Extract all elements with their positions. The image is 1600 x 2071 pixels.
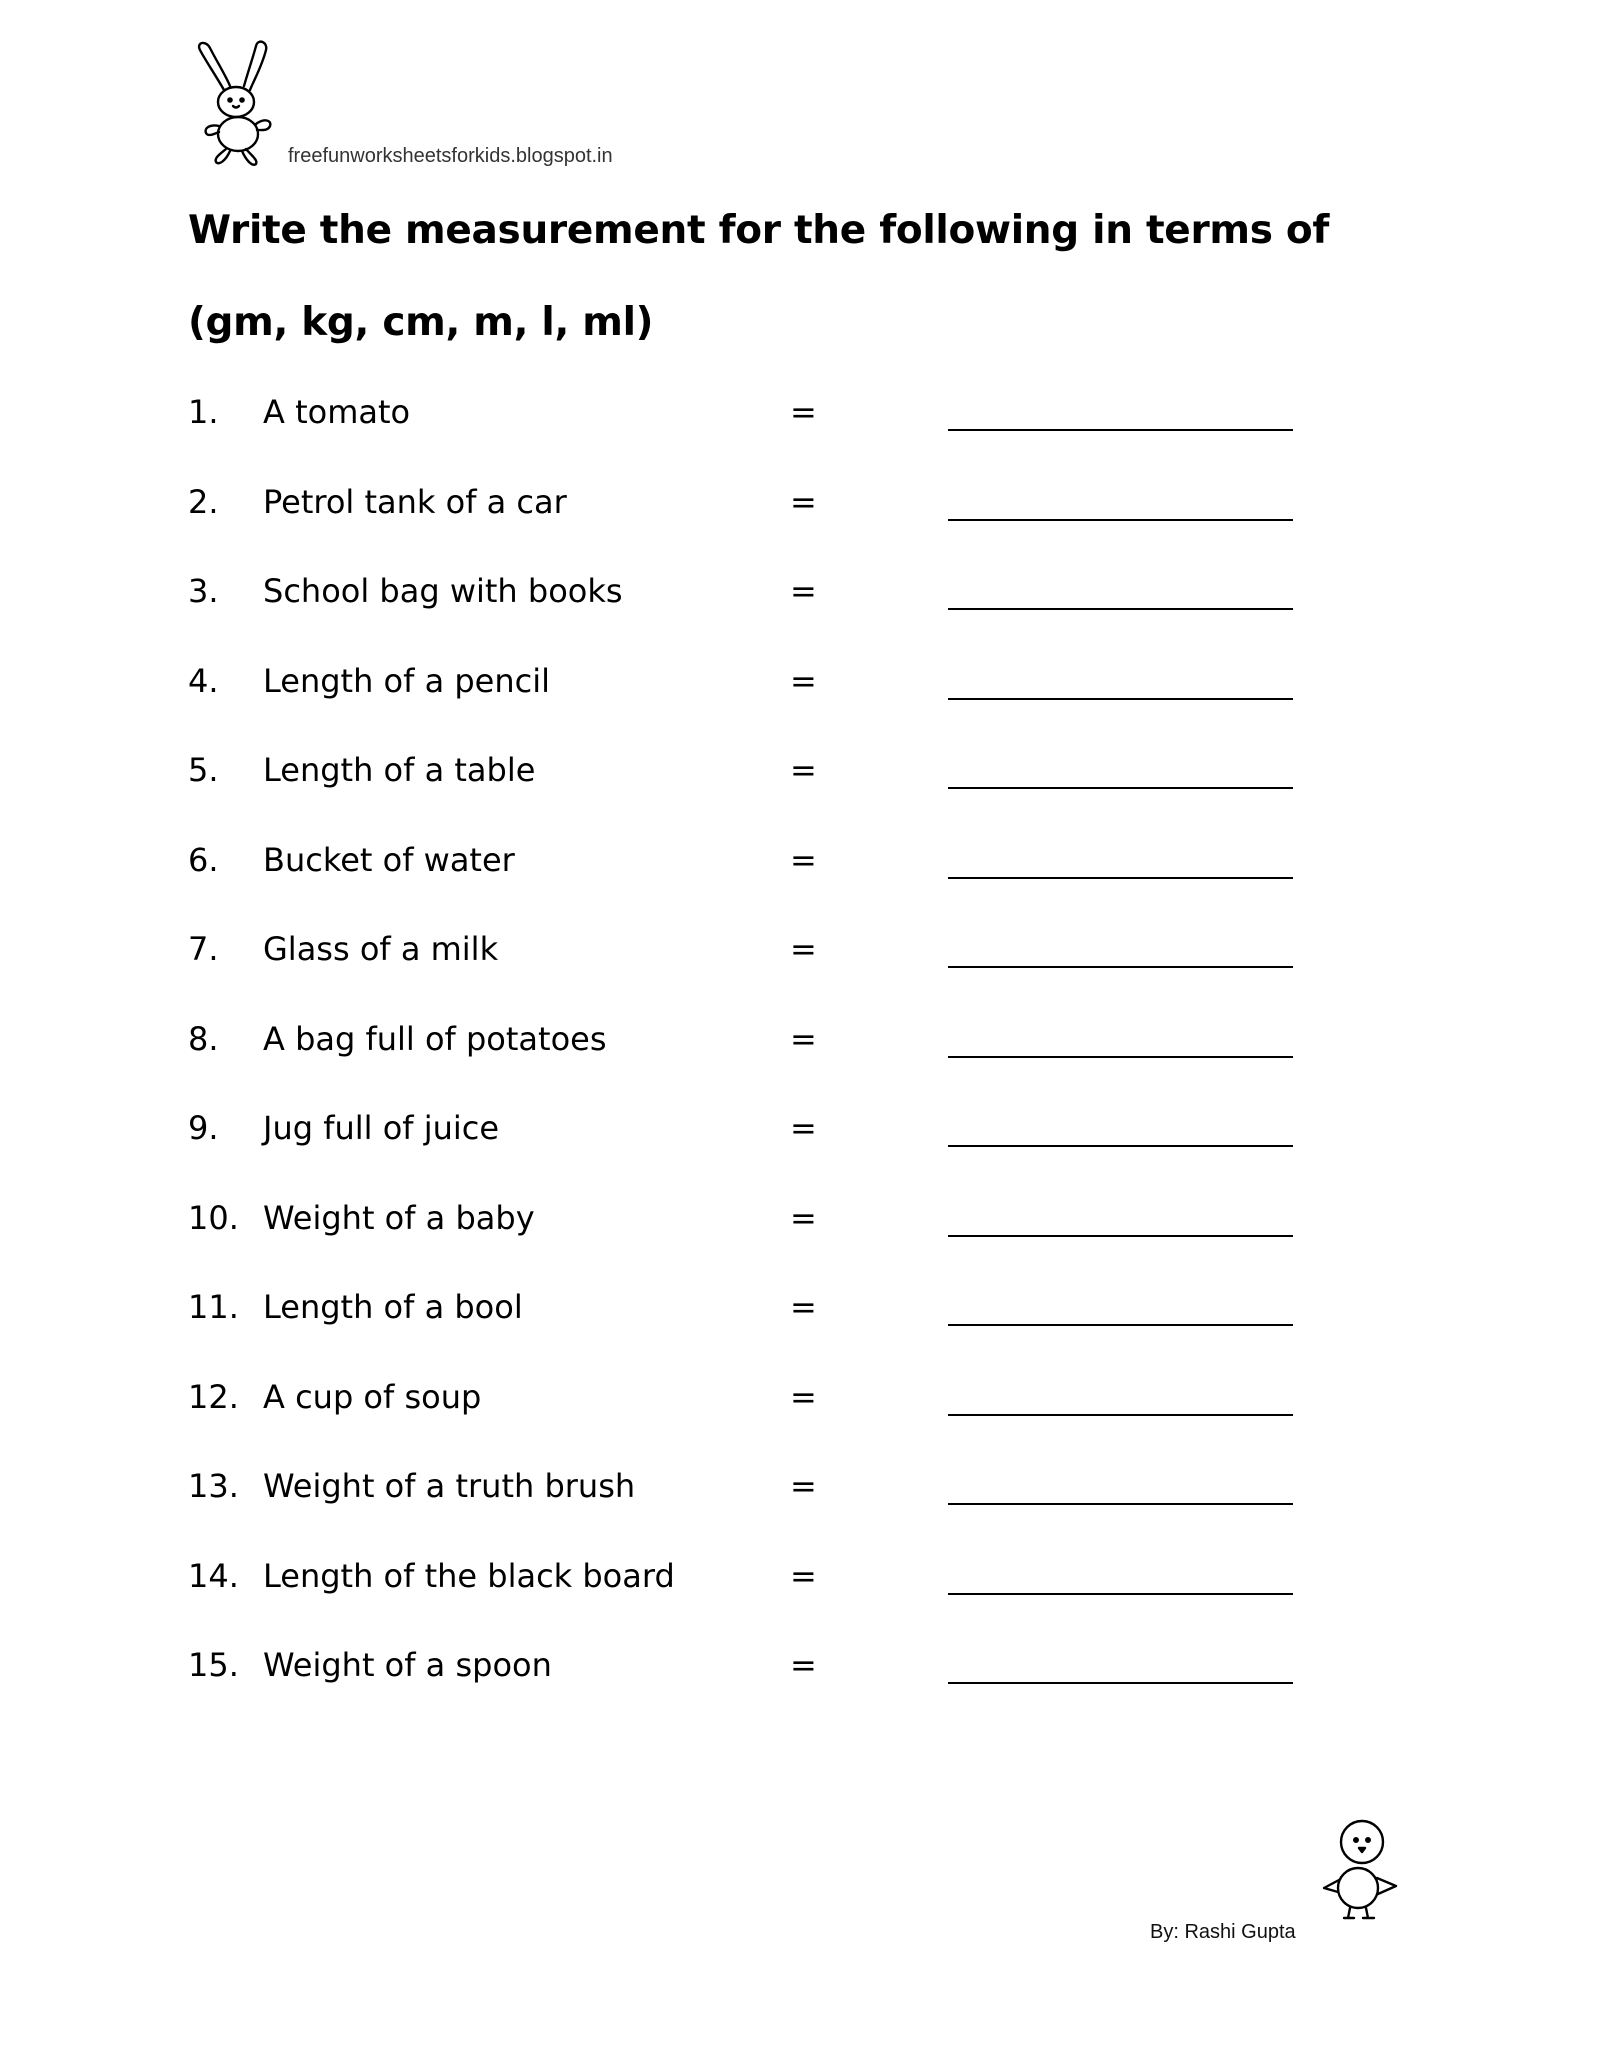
equals-sign: =	[790, 1377, 817, 1416]
question-row	[188, 1191, 1328, 1281]
bunny-icon	[186, 38, 286, 168]
question-row	[188, 1638, 1328, 1728]
equals-sign: =	[790, 1288, 817, 1326]
question-list	[188, 385, 1328, 1728]
equals-sign: =	[790, 393, 817, 431]
answer-blank[interactable]	[948, 877, 1293, 879]
question-row	[188, 833, 1328, 923]
equals-sign: =	[790, 572, 817, 610]
author-credit: By: Rashi Gupta	[1150, 1921, 1296, 1943]
question-number: 4.	[188, 661, 219, 700]
answer-blank[interactable]	[948, 608, 1293, 610]
question-number: 6.	[188, 840, 219, 879]
question-label: Weight of a spoon	[263, 1646, 552, 1684]
equals-sign: =	[790, 482, 817, 521]
answer-blank[interactable]	[948, 787, 1293, 789]
question-row	[188, 564, 1328, 654]
question-label: Length of a table	[263, 751, 536, 789]
question-row	[188, 743, 1328, 833]
equals-sign: =	[790, 661, 817, 700]
equals-sign: =	[790, 1109, 817, 1147]
site-url: freefunworksheetsforkids.blogspot.in	[288, 145, 613, 167]
answer-blank[interactable]	[948, 519, 1293, 521]
question-number: 1.	[188, 393, 219, 431]
question-label: Glass of a milk	[263, 930, 499, 968]
question-label: Length of a bool	[263, 1288, 523, 1326]
question-label: Bucket of water	[263, 840, 515, 879]
question-number: 8.	[188, 1019, 219, 1058]
question-label: A cup of soup	[263, 1377, 482, 1416]
answer-blank[interactable]	[948, 1145, 1293, 1147]
equals-sign: =	[790, 1646, 817, 1684]
question-number: 10.	[188, 1198, 239, 1237]
question-label: Jug full of juice	[263, 1109, 500, 1147]
question-number: 15.	[188, 1646, 239, 1684]
question-label: Length of a pencil	[263, 661, 550, 700]
answer-blank[interactable]	[948, 1056, 1293, 1058]
worksheet-title: Write the measurement for the following in terms of	[188, 208, 1330, 253]
answer-blank[interactable]	[948, 1503, 1293, 1505]
answer-blank[interactable]	[948, 1682, 1293, 1684]
chick-icon	[1318, 1818, 1402, 1922]
answer-blank[interactable]	[948, 698, 1293, 700]
question-label: Weight of a truth brush	[263, 1467, 636, 1505]
question-number: 14.	[188, 1556, 239, 1595]
question-label: Length of the black board	[263, 1556, 675, 1595]
question-row	[188, 1101, 1328, 1191]
question-row	[188, 1370, 1328, 1460]
question-number: 3.	[188, 572, 219, 610]
equals-sign: =	[790, 1198, 817, 1237]
equals-sign: =	[790, 840, 817, 879]
question-number: 11.	[188, 1288, 239, 1326]
question-row	[188, 1012, 1328, 1102]
question-label: School bag with books	[263, 572, 623, 610]
question-number: 5.	[188, 751, 219, 789]
question-row	[188, 1280, 1328, 1370]
answer-blank[interactable]	[948, 1414, 1293, 1416]
question-row	[188, 922, 1328, 1012]
answer-blank[interactable]	[948, 429, 1293, 431]
question-label: Petrol tank of a car	[263, 482, 567, 521]
question-number: 12.	[188, 1377, 239, 1416]
answer-blank[interactable]	[948, 1235, 1293, 1237]
answer-blank[interactable]	[948, 1324, 1293, 1326]
question-label: A tomato	[263, 393, 411, 431]
question-number: 2.	[188, 482, 219, 521]
answer-blank[interactable]	[948, 966, 1293, 968]
question-label: A bag full of potatoes	[263, 1019, 607, 1058]
worksheet-units: (gm, kg, cm, m, l, ml)	[188, 300, 654, 345]
question-number: 7.	[188, 930, 219, 968]
question-label: Weight of a baby	[263, 1198, 535, 1237]
question-row	[188, 654, 1328, 744]
equals-sign: =	[790, 1467, 817, 1505]
question-row	[188, 1549, 1328, 1639]
equals-sign: =	[790, 1019, 817, 1058]
question-number: 9.	[188, 1109, 219, 1147]
question-row	[188, 1459, 1328, 1549]
question-row	[188, 385, 1328, 475]
equals-sign: =	[790, 1556, 817, 1595]
answer-blank[interactable]	[948, 1593, 1293, 1595]
question-row	[188, 475, 1328, 565]
question-number: 13.	[188, 1467, 239, 1505]
equals-sign: =	[790, 751, 817, 789]
equals-sign: =	[790, 930, 817, 968]
